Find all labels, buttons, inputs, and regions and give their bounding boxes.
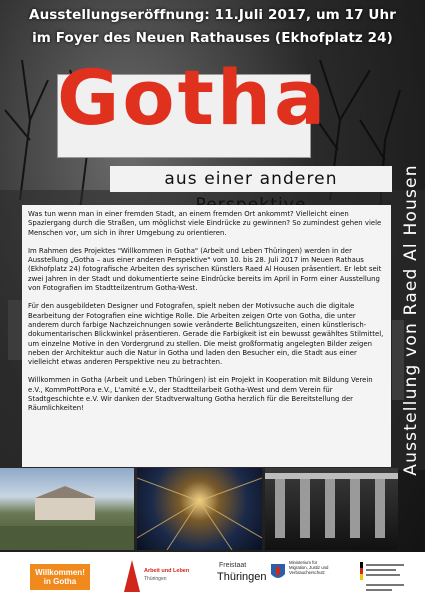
side-caption (399, 88, 423, 553)
paragraph-credits: Willkommen in Gotha (Arbeit und Leben Thüringen) ist ein Projekt in Kooperation mit Bildung Verein e.V., KommPottPora e.V., L'amité e.V., der Stadtteilarbeit Gotha-West und dem Verein für Stadtgeschichte e.V. Wir danken der Stadtverwaltung Gotha herzlich für die Bereitstellung der Räumlichkeiten! (28, 376, 373, 413)
poster-subtitle: aus einer anderen (164, 169, 338, 189)
photo-tunnel (137, 468, 262, 550)
photo-castle (0, 468, 134, 550)
paragraph-project: Im Rahmen des Projektes "Willkommen in Gotha" (Arbeit und Leben Thüringen) werden in der Ausstellung „Gotha – aus einer anderen Perspektive" vom 10. bis 28. Juli 2017 im Neuen Rathaus (Ekhofplatz 24) fotografische Arbeiten des syrischen Künstlers Raed Al Housen präsentiert. Er lebt seit zwei Jahren in der Stadt und dokumentierte seine Eindrücke bereits im April in Form einer Ausstellung von Fotografien im Stadtteilzentrum Gotha-West. (28, 246, 382, 293)
photo-architecture (265, 468, 398, 550)
event-date-line: Ausstellungseröffnung: 11.Juli 2017, um 17 Uhr (29, 7, 396, 23)
federal-logo (358, 556, 408, 596)
arbeit-leben-region: Thüringen (144, 576, 167, 582)
freistaat-text: Freistaat (219, 562, 247, 569)
photo-strip (0, 468, 398, 550)
willkommen-logo (30, 556, 90, 596)
event-location-line: im Foyer des Neuen Rathauses (Ekhofplatz 24) (32, 30, 393, 46)
poster-title: Gotha (57, 53, 329, 142)
arbeit-leben-logo (122, 556, 192, 596)
federal-eagle-icon (358, 556, 408, 596)
paragraph-artist: Für den ausgebildeten Designer und Fotografen, spielt neben der Motivsuche auch die digitale Bearbeitung der Fotografien eine wichtige Rolle. Die Arbeiten zeigen Orte von Gotha, die unter anderem durch farbige Nachzeichnungen sowie veränderte Belichtungszeiten, einen künstlerisch-dokumentarischen Blickwinkel präsentieren. Gerade die Farbigkeit ist ein bewusst gewähltes Stilmittel, um einzelne Motive in den Vordergrund zu stellen. Die meist großformatig angelegten Bilder zeigen neben der Architektur auch die Natur in Gotha und laden den Besucher ein, die Stadt aus einer vielleicht etwas anderen Perspektive neu zu betrachten. (28, 302, 384, 367)
thueringen-text: Thüringen (217, 571, 267, 583)
willkommen-logo-text: Willkommen! in Gotha (30, 564, 90, 590)
paragraph-intro: Was tun wenn man in einer fremden Stadt, an einem fremden Ort ankommt? Vielleicht einen Spaziergang durch die Straßen, um möglichst viele Eindrücke zu gewinnen? So zumindest gehen viele Menschen vor, um sich in ihrer Umgebung zu orientieren. (28, 210, 382, 237)
ministry-logo (213, 556, 328, 596)
side-caption-text: Ausstellung von Raed Al Housen (401, 164, 421, 476)
arbeit-leben-name: Arbeit und Leben (144, 568, 190, 574)
description-box (22, 205, 391, 467)
logo-bar (0, 552, 425, 600)
coat-of-arms-icon (271, 564, 285, 582)
arbeit-leben-mark-icon (122, 558, 142, 592)
ministry-name: Ministerium für Migration, Justiz und Verbraucherschutz (289, 560, 329, 576)
